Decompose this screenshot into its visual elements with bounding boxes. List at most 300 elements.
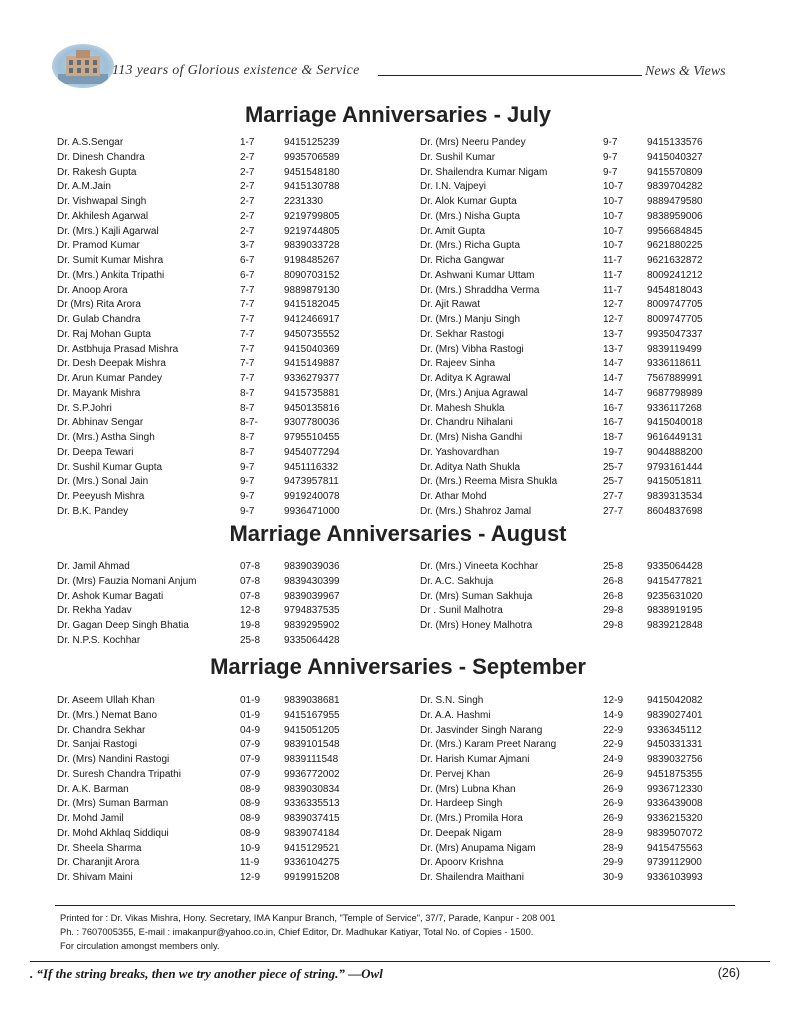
phone-number: 8090703152 [284, 269, 340, 281]
list-item [420, 709, 740, 724]
member-name: Dr. Vishwapal Singh [57, 196, 147, 207]
member-name: Dr. Rekha Yadav [57, 605, 132, 617]
member-name: Dr. Aditya K Agrawal [420, 373, 511, 384]
anniversary-date: 04-9 [240, 724, 261, 736]
member-name: Dr. Akhilesh Agarwal [57, 210, 149, 222]
list-item [420, 431, 740, 446]
list-item [420, 590, 740, 605]
phone-number: 9451116332 [284, 461, 339, 473]
anniversary-date: 8-7- [240, 417, 258, 429]
member-name: Dr. (Mrs.) Nisha Gupta [420, 210, 521, 222]
anniversary-date: 26-8 [603, 590, 624, 602]
list-item [57, 151, 377, 166]
anniversary-date: 10-7 [603, 225, 624, 237]
phone-number: 9839074184 [284, 827, 340, 839]
list-item [420, 812, 740, 827]
july-right-list [420, 136, 740, 520]
august-title: Marriage Anniversaries - August [229, 521, 567, 546]
phone-number: 9935706589 [284, 151, 340, 163]
list-item [57, 313, 377, 328]
list-item [57, 136, 377, 151]
anniversary-date: 2-7 [240, 151, 255, 163]
phone-number: 9839039036 [284, 561, 340, 572]
list-item [57, 461, 377, 476]
anniversary-date: 10-7 [603, 240, 624, 252]
page-header [0, 0, 796, 100]
list-item [57, 753, 377, 768]
list-item [57, 490, 377, 505]
member-name: Dr. Gagan Deep Singh Bhatia [57, 620, 189, 631]
member-name: Dr. Astbhuja Prasad Mishra [57, 343, 179, 355]
anniversary-date: 07-8 [240, 561, 261, 572]
anniversary-date: 29-8 [603, 620, 624, 631]
anniversary-date: 12-7 [603, 299, 624, 311]
phone-number: 9839032756 [647, 754, 703, 765]
anniversary-date: 25-7 [603, 461, 624, 473]
anniversary-date: 29-8 [603, 605, 624, 617]
member-name: Dr. Sheela Sharma [57, 842, 142, 854]
imprint-line-3: For circulation amongst members only. [60, 941, 220, 951]
anniversary-date: 24-9 [603, 754, 624, 765]
member-name: Dr. (Mrs) Neeru Pandey [420, 137, 526, 148]
phone-number: 9839295902 [284, 620, 340, 631]
member-name: Dr. Ashwani Kumar Uttam [420, 269, 535, 281]
list-item [420, 797, 740, 812]
anniversary-date: 9-7 [603, 151, 618, 163]
anniversary-date: 11-7 [603, 255, 623, 266]
phone-number: 9793161444 [647, 461, 703, 473]
phone-number: 8009241212 [647, 269, 703, 281]
list-item [57, 210, 377, 225]
member-name: Dr. Desh Deepak Mishra [57, 358, 166, 370]
phone-number: 9415149887 [284, 358, 340, 370]
list-item [420, 416, 740, 431]
member-name: Dr. Peeyush Mishra [57, 491, 145, 502]
list-item [420, 738, 740, 753]
member-name: Dr. Raj Mohan Gupta [57, 328, 151, 340]
anniversary-date: 12-7 [603, 314, 624, 325]
list-item [420, 619, 740, 634]
anniversary-date: 2-7 [240, 166, 255, 178]
phone-number: 9454077294 [284, 446, 340, 458]
member-name: Dr. B.K. Pandey [57, 505, 129, 517]
phone-number: 9335064428 [284, 634, 340, 646]
phone-number: 9956684845 [647, 225, 703, 237]
member-name: Dr. Shivam Maini [57, 872, 133, 883]
anniversary-date: 28-9 [603, 842, 624, 854]
august-left-list [57, 560, 377, 649]
anniversary-date: 7-7 [240, 343, 255, 355]
member-name: Dr. Ashok Kumar Bagati [57, 590, 164, 602]
member-name: Dr. Rakesh Gupta [57, 166, 137, 178]
member-name: Dr. (Mrs) Suman Sakhuja [420, 590, 533, 602]
anniversary-date: 07-9 [240, 754, 261, 765]
list-item [420, 254, 740, 269]
phone-number: 8009747705 [647, 299, 703, 311]
phone-number: 9336118611 [647, 358, 702, 370]
header-rule [378, 75, 642, 76]
phone-number: 9621880225 [647, 240, 703, 252]
august-right-list [420, 560, 740, 634]
list-item [57, 709, 377, 724]
anniversary-date: 11-7 [603, 269, 623, 281]
member-name: Dr. Athar Mohd [420, 491, 487, 502]
phone-number: 9307780036 [284, 417, 340, 429]
member-name: Dr. Arun Kumar Pandey [57, 373, 163, 384]
list-item [420, 475, 740, 490]
list-item [57, 180, 377, 195]
anniversary-date: 12-9 [240, 872, 261, 883]
member-name: Dr. Sekhar Rastogi [420, 328, 504, 340]
anniversary-date: 11-9 [240, 857, 260, 869]
phone-number: 9839430399 [284, 575, 340, 587]
phone-number: 9936712330 [647, 783, 703, 795]
anniversary-date: 26-9 [603, 768, 624, 780]
list-item [420, 604, 740, 619]
member-name: Dr. Mahesh Shukla [420, 402, 505, 414]
anniversary-date: 30-9 [603, 872, 624, 883]
list-item [420, 827, 740, 842]
september-left-list [57, 694, 377, 886]
list-item [420, 446, 740, 461]
member-name: Dr. Richa Gangwar [420, 255, 505, 266]
anniversary-date: 08-9 [240, 798, 261, 810]
list-item [57, 783, 377, 798]
phone-number: 9415125239 [284, 137, 340, 148]
anniversary-date: 9-7 [240, 476, 255, 488]
list-item [420, 195, 740, 210]
anniversary-date: 26-9 [603, 798, 624, 810]
july-left-list [57, 136, 377, 520]
anniversary-date: 14-9 [603, 709, 624, 721]
list-item [420, 166, 740, 181]
member-name: Dr. Sumit Kumar Mishra [57, 255, 164, 266]
anniversary-date: 10-7 [603, 210, 624, 222]
phone-number: 9473957811 [284, 476, 339, 488]
member-name: Dr. Dinesh Chandra [57, 151, 145, 163]
phone-number: 9415130788 [284, 181, 340, 193]
anniversary-date: 08-9 [240, 827, 261, 839]
phone-number: 9235631020 [647, 590, 703, 602]
phone-number: 9198485267 [284, 255, 340, 266]
september-right-list [420, 694, 740, 886]
member-name: Dr. (Mrs.) Ankita Tripathi [57, 269, 165, 281]
anniversary-date: 7-7 [240, 373, 255, 384]
list-item [57, 372, 377, 387]
list-item [57, 343, 377, 358]
member-name: Dr. Chandru Nihalani [420, 417, 513, 429]
anniversary-date: 22-9 [603, 724, 624, 736]
anniversary-date: 07-9 [240, 739, 261, 751]
member-name: Dr. A.S.Sengar [57, 137, 124, 148]
phone-number: 9936772002 [284, 768, 340, 780]
bottom-rule [30, 961, 770, 962]
anniversary-date: 7-7 [240, 299, 255, 311]
anniversary-date: 29-9 [603, 857, 624, 869]
member-name: Dr. (Mrs.) Kajli Agarwal [57, 225, 159, 237]
phone-number: 9415040369 [284, 343, 340, 355]
anniversary-date: 08-9 [240, 783, 261, 795]
phone-number: 9415133576 [647, 137, 703, 148]
anniversary-date: 27-7 [603, 505, 624, 517]
list-item [420, 783, 740, 798]
member-name: Dr. Sushil Kumar Gupta [57, 461, 163, 473]
member-name: Dr. (Mrs.) Vineeta Kochhar [420, 561, 539, 572]
list-item [420, 387, 740, 402]
imprint [60, 911, 555, 953]
anniversary-date: 8-7 [240, 387, 255, 399]
list-item [57, 166, 377, 181]
anniversary-date: 7-7 [240, 328, 255, 340]
phone-number: 9839039967 [284, 590, 340, 602]
list-item [420, 136, 740, 151]
member-name: Dr. Apoorv Krishna [420, 857, 504, 869]
member-name: Dr. (Mrs) Nandini Rastogi [57, 754, 170, 765]
phone-number: 9936471000 [284, 505, 340, 517]
anniversary-date: 27-7 [603, 491, 624, 502]
member-name: Dr. Jasvinder Singh Narang [420, 724, 543, 736]
phone-number: 8009747705 [647, 314, 703, 325]
member-name: Dr. (Mrs) Nisha Gandhi [420, 432, 523, 443]
list-item [57, 812, 377, 827]
anniversary-date: 2-7 [240, 210, 255, 222]
list-item [57, 560, 377, 575]
member-name: Dr. (Mrs) Fauzia Nomani Anjum [57, 575, 197, 587]
list-item [420, 724, 740, 739]
phone-number: 9839033728 [284, 240, 340, 252]
phone-number: 9839507072 [647, 827, 703, 839]
member-name: Dr. Aseem Ullah Khan [57, 695, 155, 706]
anniversary-date: 2-7 [240, 196, 255, 207]
phone-number: 9415182045 [284, 299, 340, 311]
phone-number: 9838959006 [647, 210, 703, 222]
list-item [420, 357, 740, 372]
anniversary-date: 12-8 [240, 605, 261, 617]
anniversary-date: 07-9 [240, 768, 261, 780]
anniversary-date: 25-8 [603, 561, 624, 572]
july-title: Marriage Anniversaries - July [244, 102, 552, 127]
list-item [57, 239, 377, 254]
anniversary-date: 10-9 [240, 842, 261, 854]
member-name: Dr. Rajeev Sinha [420, 358, 496, 370]
anniversary-date: 8-7 [240, 402, 255, 414]
phone-number: 9839119499 [647, 343, 702, 355]
list-item [420, 575, 740, 590]
phone-number: 9336439008 [647, 798, 703, 810]
member-name: Dr. A.K. Barman [57, 783, 129, 795]
list-item [420, 768, 740, 783]
anniversary-date: 9-7 [603, 166, 618, 178]
phone-number: 9219799805 [284, 210, 340, 222]
anniversary-date: 08-9 [240, 813, 261, 824]
phone-number: 9616449131 [647, 432, 703, 443]
anniversary-date: 22-9 [603, 739, 624, 751]
list-item [420, 842, 740, 857]
member-name: Dr. A.M.Jain [57, 181, 111, 193]
imprint-line-1: Printed for : Dr. Vikas Mishra, Hony. Secretary, IMA Kanpur Branch, "Temple of Service", 37/7, Parade, Kanpur - 208 001 [60, 913, 556, 923]
list-item [420, 402, 740, 417]
member-name: Dr, (Mrs.) Anjua Agrawal [420, 387, 528, 399]
anniversary-date: 8-7 [240, 432, 255, 443]
phone-number: 9451548180 [284, 166, 340, 178]
list-item [420, 490, 740, 505]
phone-number: 9935047337 [647, 328, 703, 340]
anniversary-date: 7-7 [240, 358, 255, 370]
list-item [420, 753, 740, 768]
list-item [420, 871, 740, 886]
phone-number: 9415167955 [284, 709, 340, 721]
list-item [420, 694, 740, 709]
list-item [57, 575, 377, 590]
list-item [420, 313, 740, 328]
anniversary-date: 28-9 [603, 827, 624, 839]
list-item [57, 604, 377, 619]
phone-number: 9794837535 [284, 605, 340, 617]
anniversary-date: 25-7 [603, 476, 624, 488]
member-name: Dr. Shailendra Kumar Nigam [420, 166, 548, 178]
list-item [57, 269, 377, 284]
list-item [420, 284, 740, 299]
phone-number: 9919240078 [284, 491, 340, 502]
anniversary-date: 2-7 [240, 181, 255, 193]
member-name: Dr. Gulab Chandra [57, 314, 141, 325]
phone-number: 9336215320 [647, 813, 703, 824]
member-name: Dr. (Mrs.) Manju Singh [420, 314, 521, 325]
list-item [57, 254, 377, 269]
list-item [57, 446, 377, 461]
member-name: Dr. Mohd Akhlaq Siddiqui [57, 827, 169, 839]
anniversary-date: 13-7 [603, 328, 624, 340]
anniversary-date: 14-7 [603, 373, 624, 384]
phone-number: 9621632872 [647, 255, 703, 266]
anniversary-date: 9-7 [240, 461, 255, 473]
member-name: Dr. N.P.S. Kochhar [57, 634, 141, 646]
list-item [420, 372, 740, 387]
list-item [57, 768, 377, 783]
anniversary-date: 10-7 [603, 196, 624, 207]
member-name: Dr. Chandra Sekhar [57, 724, 146, 736]
list-item [57, 357, 377, 372]
anniversary-date: 6-7 [240, 269, 255, 281]
phone-number: 9336104275 [284, 857, 340, 869]
phone-number: 9415735881 [284, 387, 340, 399]
member-name: Dr. Harish Kumar Ajmani [420, 754, 530, 765]
list-item [420, 180, 740, 195]
list-item [57, 431, 377, 446]
list-item [57, 416, 377, 431]
phone-number: 9415042082 [647, 695, 703, 706]
phone-number: 9454818043 [647, 284, 703, 296]
phone-number: 9839212848 [647, 620, 703, 631]
anniversary-date: 1-7 [240, 137, 255, 148]
member-name: Dr. Yashovardhan [420, 446, 500, 458]
member-name: Dr. Charanjit Arora [57, 857, 140, 869]
member-name: Dr. A.C. Sakhuja [420, 575, 494, 587]
phone-number: 9839111548 [284, 754, 339, 765]
anniversary-date: 9-7 [603, 137, 618, 148]
anniversary-date: 10-7 [603, 181, 624, 193]
anniversary-date: 19-8 [240, 620, 261, 631]
list-item [420, 151, 740, 166]
building-logo-icon [52, 44, 114, 88]
member-name: Dr. Deepak Nigam [420, 827, 502, 839]
phone-number: 9839101548 [284, 739, 340, 751]
list-item [57, 827, 377, 842]
member-name: Dr. I.N. Vajpeyi [420, 181, 486, 193]
anniversary-date: 14-7 [603, 387, 624, 399]
list-item [57, 694, 377, 709]
september-title: Marriage Anniversaries - September [210, 654, 586, 679]
member-name: Dr. Sanjai Rastogi [57, 739, 138, 751]
list-item [420, 239, 740, 254]
list-item [420, 269, 740, 284]
list-item [420, 856, 740, 871]
list-item [420, 225, 740, 240]
member-name: Dr. S.P.Johri [57, 402, 112, 414]
member-name: Dr. (Mrs) Anupama Nigam [420, 842, 536, 854]
anniversary-date: 25-8 [240, 634, 261, 646]
phone-number: 9838919195 [647, 605, 703, 617]
anniversary-date: 07-8 [240, 575, 261, 587]
phone-number: 9336117268 [647, 402, 702, 414]
member-name: Dr. (Mrs) Lubna Khan [420, 783, 516, 795]
member-name: Dr. Hardeep Singh [420, 798, 503, 810]
list-item [57, 871, 377, 886]
list-item [57, 402, 377, 417]
member-name: Dr. (Mrs) Vibha Rastogi [420, 343, 524, 355]
list-item [420, 560, 740, 575]
list-item [57, 856, 377, 871]
anniversary-date: 12-9 [603, 695, 624, 706]
page-number: (26) [717, 966, 740, 980]
member-name: Dr. (Mrs.) Richa Gupta [420, 240, 521, 252]
member-name: Dr. Mayank Mishra [57, 387, 141, 399]
phone-number: 9687798989 [647, 387, 703, 399]
member-name: Dr. Abhinav Sengar [57, 417, 144, 429]
member-name: Dr. Pervej Khan [420, 768, 491, 780]
list-item [57, 475, 377, 490]
member-name: Dr (Mrs) Rita Arora [57, 299, 141, 311]
imprint-line-2: Ph. : 7607005355, E-mail : imakanpur@yahoo.co.in, Chief Editor, Dr. Madhukar Katiyar, Total No. of Copies - 1500. [60, 927, 534, 937]
phone-number: 2231330 [284, 196, 323, 207]
anniversary-date: 16-7 [603, 417, 624, 429]
member-name: Dr. (Mrs.) Reema Misra Shukla [420, 476, 558, 488]
anniversary-date: 3-7 [240, 240, 255, 252]
phone-number: 9415477821 [647, 575, 703, 587]
list-item [420, 210, 740, 225]
anniversary-date: 2-7 [240, 225, 255, 237]
member-name: Dr. Deepa Tewari [57, 446, 134, 458]
phone-number: 9919915208 [284, 872, 340, 883]
member-name: Dr. Aditya Nath Shukla [420, 461, 521, 473]
phone-number: 9839027401 [647, 709, 703, 721]
phone-number: 9219744805 [284, 225, 340, 237]
member-name: Dr. Jamil Ahmad [57, 561, 130, 572]
phone-number: 9450331331 [647, 739, 703, 751]
list-item [57, 195, 377, 210]
anniversary-date: 14-7 [603, 358, 624, 370]
member-name: Dr. (Mrs.) Shraddha Verma [420, 284, 540, 296]
anniversary-date: 8-7 [240, 446, 255, 458]
phone-number: 9415051205 [284, 724, 340, 736]
list-item [57, 738, 377, 753]
list-item [57, 590, 377, 605]
anniversary-date: 13-7 [603, 343, 624, 355]
list-item [57, 387, 377, 402]
phone-number: 9739112900 [647, 857, 702, 869]
list-item [57, 225, 377, 240]
anniversary-date: 7-7 [240, 284, 255, 296]
